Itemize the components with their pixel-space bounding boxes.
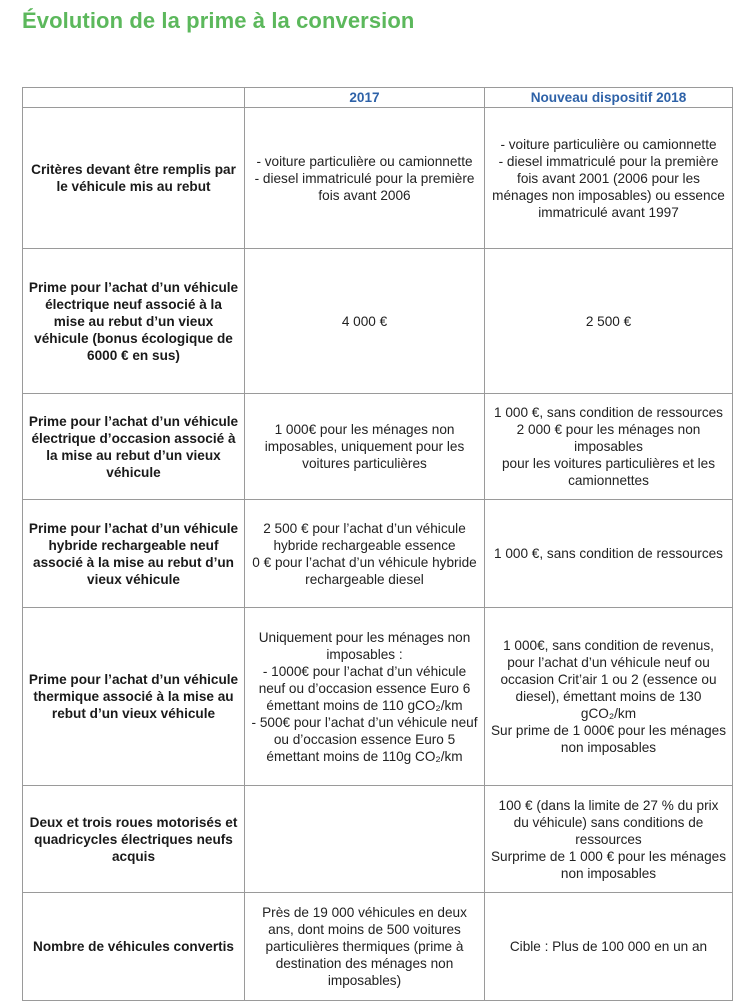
row-label: Prime pour l’achat d’un véhicule thermique associé à la mise au rebut d’un vieux véhicule (23, 608, 245, 786)
cell-2018: 1 000 €, sans condition de ressources (485, 500, 733, 608)
comparison-table (22, 87, 733, 1001)
table-row (23, 249, 733, 394)
table-header-row (23, 88, 733, 108)
cell-2017: 2 500 € pour l’achat d’un véhicule hybride rechargeable essence 0 € pour l’achat d’un véhicule hybride rechargeable diesel (245, 500, 485, 608)
row-label: Critères devant être remplis par le véhicule mis au rebut (23, 108, 245, 249)
table-row (23, 608, 733, 786)
table-row (23, 394, 733, 500)
header-2018: Nouveau dispositif 2018 (485, 88, 733, 108)
cell-2018: 100 € (dans la limite de 27 % du prix du véhicule) sans conditions de ressources Surprime de 1 000 € pour les ménages non imposables (485, 786, 733, 893)
cell-2018: 2 500 € (485, 249, 733, 394)
cell-2018: Cible : Plus de 100 000 en un an (485, 893, 733, 1001)
table-row (23, 893, 733, 1001)
cell-2018: 1 000 €, sans condition de ressources 2 000 € pour les ménages non imposables pour les voitures particulières et les camionnettes (485, 394, 733, 500)
cell-2017: 1 000€ pour les ménages non imposables, uniquement pour les voitures particulières (245, 394, 485, 500)
row-label: Prime pour l’achat d’un véhicule hybride rechargeable neuf associé à la mise au rebut d’un vieux véhicule (23, 500, 245, 608)
table-row (23, 786, 733, 893)
cell-2017: Uniquement pour les ménages non imposables : - 1000€ pour l’achat d’un véhicule neuf ou d’occasion essence Euro 6 émettant moins de 110 gCO₂/km - 500€ pour l’achat d’un véhicule neuf ou d’occasion essence Euro 5 émettant moins de 110g CO₂/km (245, 608, 485, 786)
row-label: Deux et trois roues motorisés et quadricycles électriques neufs acquis (23, 786, 245, 893)
cell-2017: - voiture particulière ou camionnette - diesel immatriculé pour la première fois avant 2006 (245, 108, 485, 249)
page-title: Évolution de la prime à la conversion (22, 8, 415, 33)
row-label: Nombre de véhicules convertis (23, 893, 245, 1001)
table-row (23, 500, 733, 608)
row-label: Prime pour l’achat d’un véhicule électrique d’occasion associé à la mise au rebut d’un vieux véhicule (23, 394, 245, 500)
cell-2018: - voiture particulière ou camionnette - diesel immatriculé pour la première fois avant 2001 (2006 pour les ménages non imposables) ou essence immatriculé avant 1997 (485, 108, 733, 249)
header-empty-cell (23, 88, 245, 108)
cell-2018: 1 000€, sans condition de revenus, pour l’achat d’un véhicule neuf ou occasion Crit’air 1 ou 2 (essence ou diesel), émettant moins de 130 gCO₂/km Sur prime de 1 000€ pour les ménages non imposables (485, 608, 733, 786)
row-label: Prime pour l’achat d’un véhicule électrique neuf associé à la mise au rebut d’un vieux véhicule (bonus écologique de 6000 € en sus) (23, 249, 245, 394)
table-row (23, 108, 733, 249)
cell-2017: Près de 19 000 véhicules en deux ans, dont moins de 500 voitures particulières thermiques (prime à destination des ménages non imposables) (245, 893, 485, 1001)
header-2017: 2017 (245, 88, 485, 108)
cell-2017 (245, 786, 485, 893)
cell-2017: 4 000 € (245, 249, 485, 394)
